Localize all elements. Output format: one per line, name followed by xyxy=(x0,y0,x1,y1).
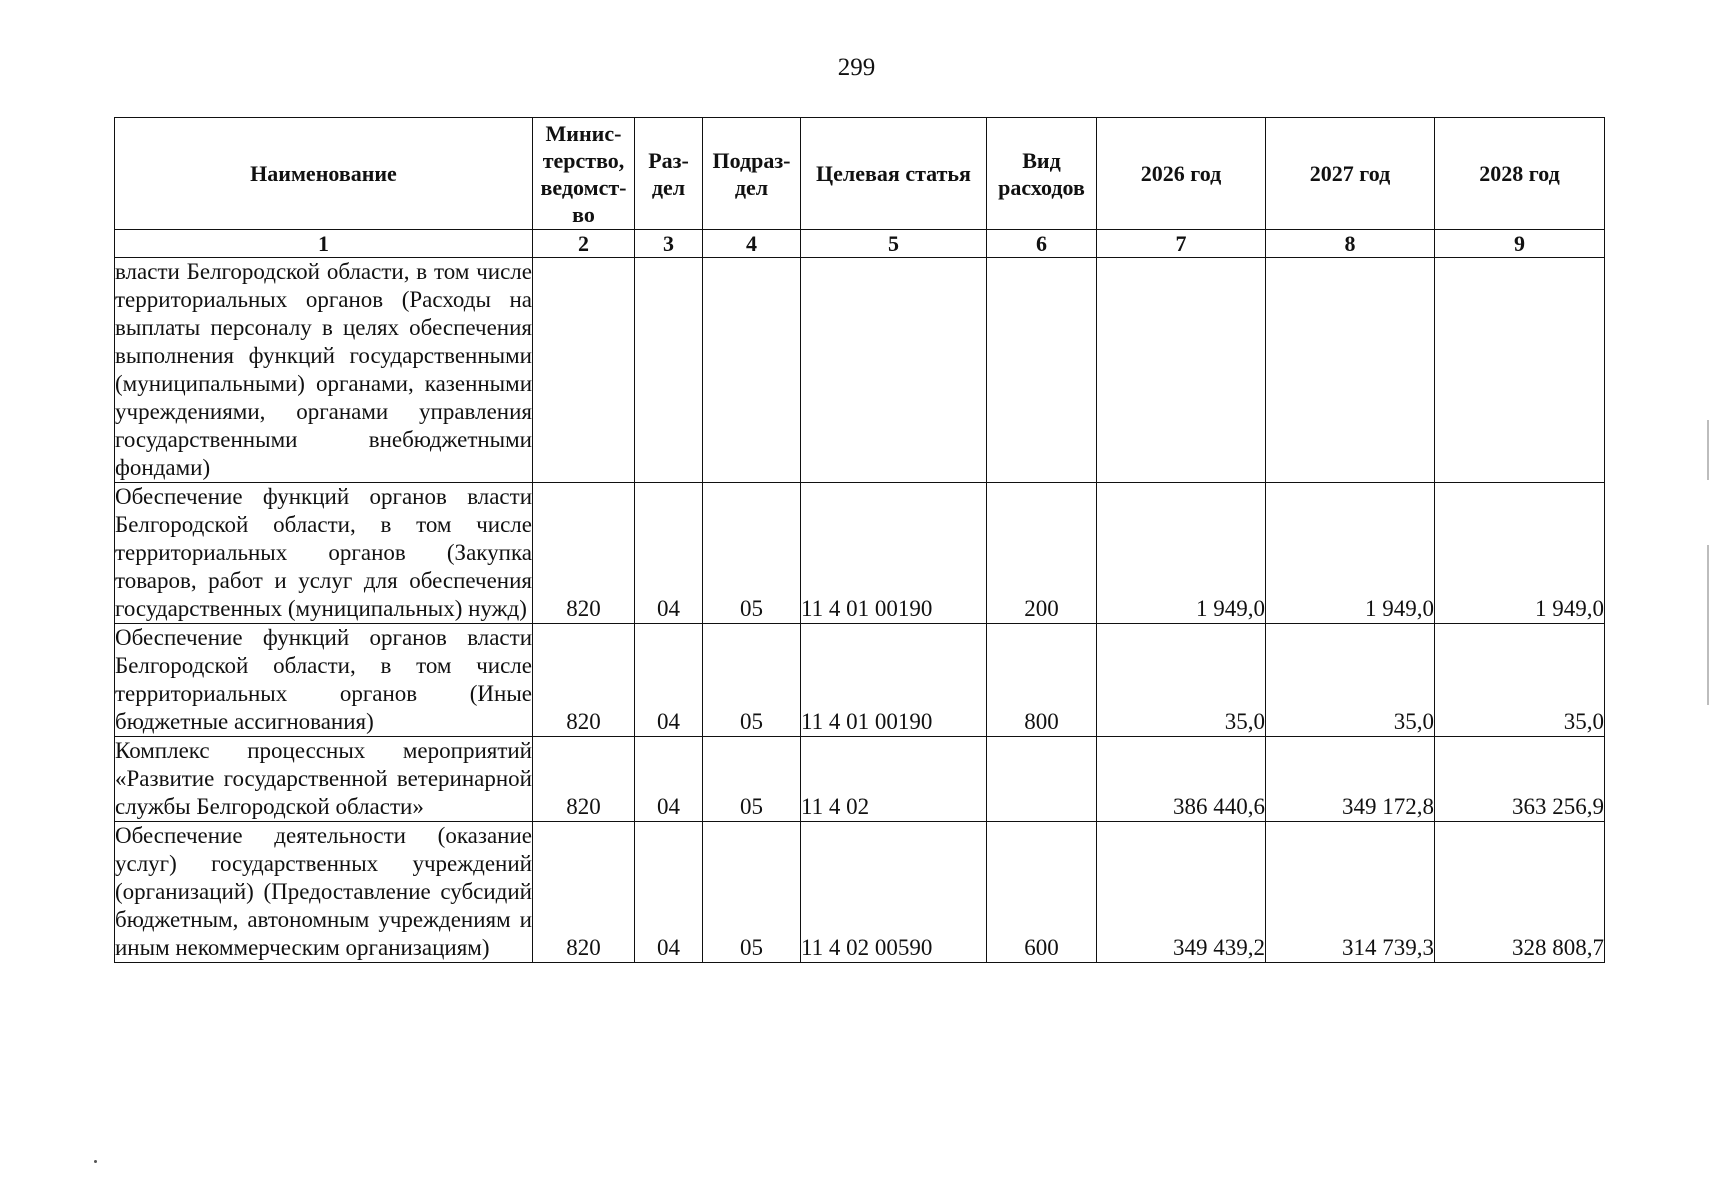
column-number: 5 xyxy=(801,230,987,258)
table-row xyxy=(115,624,1605,737)
header-expense-type: Вид расходов xyxy=(987,118,1097,230)
column-number: 9 xyxy=(1435,230,1605,258)
row-section: 04 xyxy=(635,624,703,737)
scan-margin-mark xyxy=(1707,420,1709,480)
row-expense-type xyxy=(987,737,1097,822)
scan-speck xyxy=(94,1160,97,1163)
header-target: Целевая статья xyxy=(801,118,987,230)
row-expense-type: 600 xyxy=(987,822,1097,963)
row-amount-2028: 363 256,9 xyxy=(1435,737,1605,822)
row-ministry: 820 xyxy=(533,822,635,963)
row-name: Комплекс процессных мероприятий «Развитие государственной ветеринарной службы Белгородской области» xyxy=(115,737,533,822)
page-number: 299 xyxy=(837,54,876,81)
table-row xyxy=(115,737,1605,822)
header-row xyxy=(115,118,1605,230)
row-amount-2027 xyxy=(1266,258,1435,483)
header-name: Наименование xyxy=(115,118,533,230)
row-amount-2028: 1 949,0 xyxy=(1435,483,1605,624)
row-amount-2027: 35,0 xyxy=(1266,624,1435,737)
row-target: 11 4 02 00590 xyxy=(801,822,987,963)
row-amount-2027: 1 949,0 xyxy=(1266,483,1435,624)
scan-margin-mark xyxy=(1707,545,1709,705)
row-target xyxy=(801,258,987,483)
row-subsection xyxy=(703,258,801,483)
row-ministry: 820 xyxy=(533,483,635,624)
row-ministry xyxy=(533,258,635,483)
header-subsection: Подраз-дел xyxy=(703,118,801,230)
row-amount-2027: 314 739,3 xyxy=(1266,822,1435,963)
header-2026: 2026 год xyxy=(1097,118,1266,230)
row-target: 11 4 01 00190 xyxy=(801,483,987,624)
column-number: 3 xyxy=(635,230,703,258)
row-expense-type xyxy=(987,258,1097,483)
row-amount-2027: 349 172,8 xyxy=(1266,737,1435,822)
row-amount-2026 xyxy=(1097,258,1266,483)
column-number-row xyxy=(115,230,1605,258)
column-number: 4 xyxy=(703,230,801,258)
row-ministry: 820 xyxy=(533,737,635,822)
row-amount-2028 xyxy=(1435,258,1605,483)
table-row xyxy=(115,258,1605,483)
header-ministry: Минис-терство, ведомст-во xyxy=(533,118,635,230)
row-section xyxy=(635,258,703,483)
row-section: 04 xyxy=(635,822,703,963)
row-target: 11 4 01 00190 xyxy=(801,624,987,737)
row-subsection: 05 xyxy=(703,624,801,737)
row-amount-2026: 1 949,0 xyxy=(1097,483,1266,624)
row-name: власти Белгородской области, в том числе территориальных органов (Расходы на выплаты персоналу в целях обеспечения выполнения функций государственными (муниципальными) органами, казенными учреждениями, органами управления государственными внебюджетными фондами) xyxy=(115,258,533,483)
header-section: Раз-дел xyxy=(635,118,703,230)
row-subsection: 05 xyxy=(703,822,801,963)
row-expense-type: 800 xyxy=(987,624,1097,737)
column-number: 2 xyxy=(533,230,635,258)
row-subsection: 05 xyxy=(703,483,801,624)
row-amount-2026: 35,0 xyxy=(1097,624,1266,737)
budget-table xyxy=(114,117,1605,963)
column-number: 8 xyxy=(1266,230,1435,258)
row-section: 04 xyxy=(635,483,703,624)
row-amount-2028: 35,0 xyxy=(1435,624,1605,737)
column-number: 7 xyxy=(1097,230,1266,258)
row-amount-2026: 349 439,2 xyxy=(1097,822,1266,963)
row-name: Обеспечение функций органов власти Белгородской области, в том числе территориальных органов (Закупка товаров, работ и услуг для обеспечения государственных (муниципальных) нужд) xyxy=(115,483,533,624)
table-row xyxy=(115,483,1605,624)
row-subsection: 05 xyxy=(703,737,801,822)
table-row xyxy=(115,822,1605,963)
row-name: Обеспечение деятельности (оказание услуг) государственных учреждений (организаций) (Предоставление субсидий бюджетным, автономным учреждениям и иным некоммерческим организациям) xyxy=(115,822,533,963)
row-target: 11 4 02 xyxy=(801,737,987,822)
row-section: 04 xyxy=(635,737,703,822)
row-expense-type: 200 xyxy=(987,483,1097,624)
row-ministry: 820 xyxy=(533,624,635,737)
header-2028: 2028 год xyxy=(1435,118,1605,230)
column-number: 6 xyxy=(987,230,1097,258)
row-name: Обеспечение функций органов власти Белгородской области, в том числе территориальных органов (Иные бюджетные ассигнования) xyxy=(115,624,533,737)
column-number: 1 xyxy=(115,230,533,258)
row-amount-2028: 328 808,7 xyxy=(1435,822,1605,963)
header-2027: 2027 год xyxy=(1266,118,1435,230)
row-amount-2026: 386 440,6 xyxy=(1097,737,1266,822)
